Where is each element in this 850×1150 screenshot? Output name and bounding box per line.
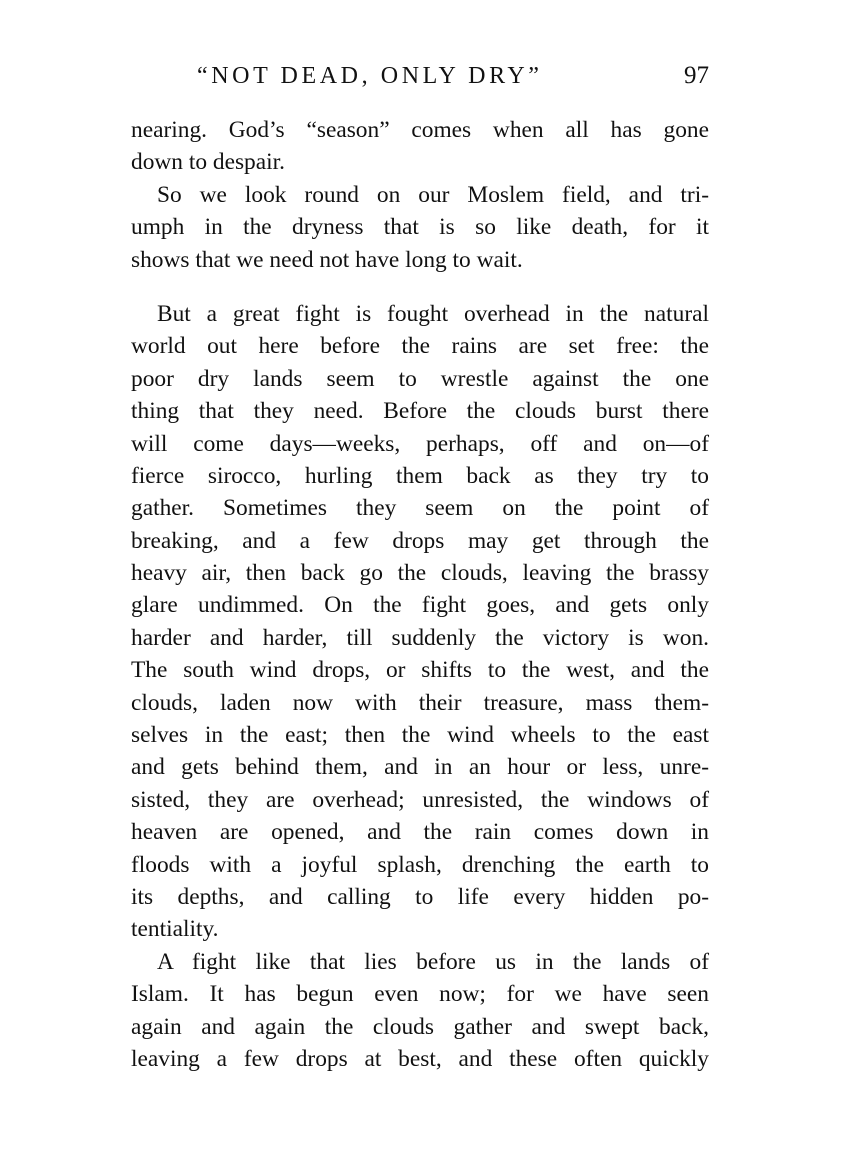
paragraph xyxy=(131,179,709,276)
text-line: will come days—weeks, perhaps, off and on—of xyxy=(131,430,709,457)
paragraph xyxy=(131,298,709,946)
body-text xyxy=(131,114,709,1075)
text-line: floods with a joyful splash, drenching the earth to xyxy=(131,851,709,878)
text-line: world out here before the rains are set free: the xyxy=(131,333,709,360)
text-line: breaking, and a few drops may get through the xyxy=(131,527,709,554)
text-line: gather. Sometimes they seem on the point of xyxy=(131,495,709,522)
text-line: leaving a few drops at best, and these often quickly xyxy=(131,1045,709,1072)
text-line: selves in the east; then the wind wheels to the east xyxy=(131,722,709,749)
text-line: its depths, and calling to life every hidden po- xyxy=(131,883,709,910)
running-title: “NOT DEAD, ONLY DRY” xyxy=(197,63,543,89)
text-line: thing that they need. Before the clouds burst there xyxy=(131,398,709,425)
text-line: clouds, laden now with their treasure, mass them- xyxy=(131,689,709,716)
text-line: glare undimmed. On the fight goes, and gets only xyxy=(131,592,709,619)
text-line: shows that we need not have long to wait. xyxy=(131,246,523,273)
text-line: again and again the clouds gather and swept back, xyxy=(131,1013,709,1040)
text-line: The south wind drops, or shifts to the west, and the xyxy=(131,657,709,684)
text-line: heavy air, then back go the clouds, leaving the brassy xyxy=(131,560,709,587)
text-line: Islam. It has begun even now; for we have seen xyxy=(131,981,709,1008)
text-line: fierce sirocco, hurling them back as they try to xyxy=(131,462,709,489)
page-number: 97 xyxy=(684,62,709,89)
paragraph xyxy=(131,114,709,179)
text-line: umph in the dryness that is so like death, for it xyxy=(131,214,709,241)
text-line: heaven are opened, and the rain comes down in xyxy=(131,819,709,846)
text-line: sisted, they are overhead; unresisted, the windows of xyxy=(131,786,709,813)
text-line: nearing. God’s “season” comes when all has gone xyxy=(131,117,709,143)
text-line: tentiality. xyxy=(131,916,219,943)
paragraph-gap xyxy=(131,276,709,298)
text-line: down to despair. xyxy=(131,149,285,176)
text-line: and gets behind them, and in an hour or less, unre- xyxy=(131,754,709,781)
text-line: So we look round on our Moslem field, and tri- xyxy=(157,181,709,208)
text-line: But a great fight is fought overhead in the natural xyxy=(157,300,709,327)
text-line: poor dry lands seem to wrestle against the one xyxy=(131,365,709,392)
text-line: harder and harder, till suddenly the victory is won. xyxy=(131,624,709,651)
running-head xyxy=(131,56,709,96)
text-line: A fight like that lies before us in the lands of xyxy=(157,948,709,975)
paragraph xyxy=(131,946,709,1076)
